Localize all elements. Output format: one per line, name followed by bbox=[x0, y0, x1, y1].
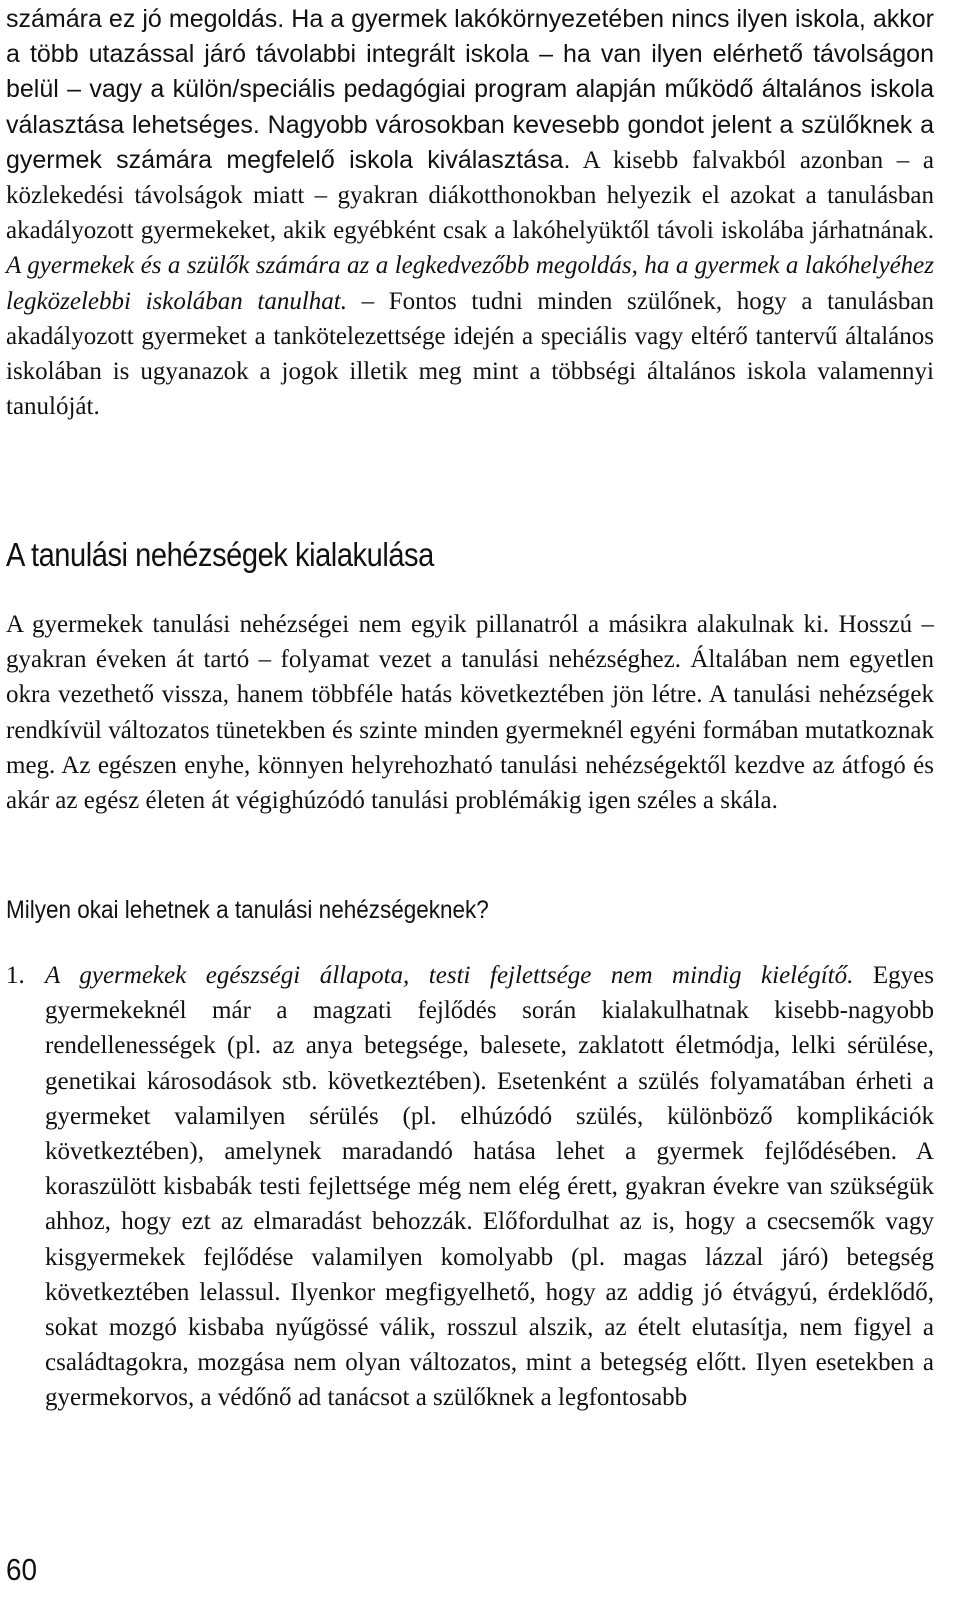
list-item-text: Egyes gyermekeknél már a magzati fejlődés során kialakulhatnak kisebb-nagyobb rendellenességek (pl. az anya betegsége, balesete, zaklatott életmódja, lelki sérülése, genetikai károsodások stb. következtében). Esetenként a szülés folyamatában érheti a gyermeket valamilyen sérülés (pl. elhúzódó szülés, különböző komplikációk következtében), amelynek maradandó hatása lehet a gyermek fejlődésében. A koraszülött kisbabák testi fejlettsége még nem elég érett, gyakran évekre van szükségük ahhoz, hogy ezt az elmaradást behozzák. Előfordulhat az is, hogy a csecsemők vagy kisgyermekek fejlődése valamilyen komolyabb (pl. magas lázzal járó) betegség következtében lelassul. Ilyenkor megfigyelhető, hogy az addig jó étvágyú, érdeklődő, sokat mozgó kisbaba nyűgössé válik, rosszul alszik, az ételt elutasítja, nem figyel a családtagokra, mozgása nem olyan változatos, mint a betegség előtt. Ilyen esetekben a gyermekorvos, a védőnő ad tanácsot a szülőknek a legfontosabb bbox=[45, 962, 934, 1412]
page-number: 60 bbox=[6, 1552, 38, 1587]
subheading: Milyen okai lehetnek a tanulási nehézségeknek? bbox=[6, 896, 489, 924]
intro-paragraph bbox=[6, 2, 934, 424]
intro-text-part1: számára ez jó megoldás. bbox=[6, 5, 285, 33]
intro-text-part6: – Fontos tudni minden szülőnek, hogy a tanulásban akadályozott gyermeket a tankötelezettsége idején a speciális vagy eltérő tantervű általános iskolában is ugyanazok a jogok illetik meg mint a többségi általános iskola valamennyi tanulóját. bbox=[6, 287, 934, 421]
list-item-number: 1. bbox=[6, 962, 25, 989]
section-heading: A tanulási nehézségek kialakulása bbox=[6, 536, 434, 573]
section-paragraph: A gyermekek tanulási nehézségei nem egyik pillanatról a másikra alakulnak ki. Hosszú – gyakran éveken át tartó – folyamat vezet a tanulási nehézséghez. Általában nem egyetlen okra vezethető vissza, hanem többféle hatás következtében jön létre. A tanulási nehézségek rendkívül változatos tünetekben és szinte minden gyermeknél egyéni formában mutatkoznak meg. Az egészen enyhe, könnyen helyrehozható tanulási nehézségektől kezdve az átfogó és akár az egész életen át végighúzódó tanulási problémákig igen széles a skála. bbox=[6, 611, 934, 815]
intro-text-italic: A gyermekek és a szülők számára az a legkedvezőbb megoldás, ha a gyermek a lakóhelyéhez legközelebbi iskolában tanulhat. bbox=[6, 252, 934, 315]
intro-text-part4: A kisebb falvakból azonban – a közlekedési távolságok miatt – gyakran diákotthonokban helyezik el azokat a tanulásban akadályozott gyermekeket, akik egyébként csak a lakóhelyüktől távoli iskolába járhatnának. bbox=[6, 146, 934, 245]
intro-text-part2: Ha a gyermek lakókörnyezetében nincs ilyen iskola, akkor a több utazással járó távolabbi integrált iskola – ha van ilyen elérhető távolságon belül – vagy a külön/speciális pedagógiai program alapján működő általános iskola választása lehetséges. bbox=[6, 5, 935, 139]
list-item-italic-lead: A gyermekek egészségi állapota, testi fejlettsége nem mindig kielégítő. bbox=[45, 962, 854, 989]
list-item-body bbox=[45, 958, 934, 1416]
intro-text-part3: Nagyobb városokban kevesebb gondot jelent a szülőknek a gyermek számára megfelelő iskola kiválasztása. bbox=[6, 110, 934, 174]
